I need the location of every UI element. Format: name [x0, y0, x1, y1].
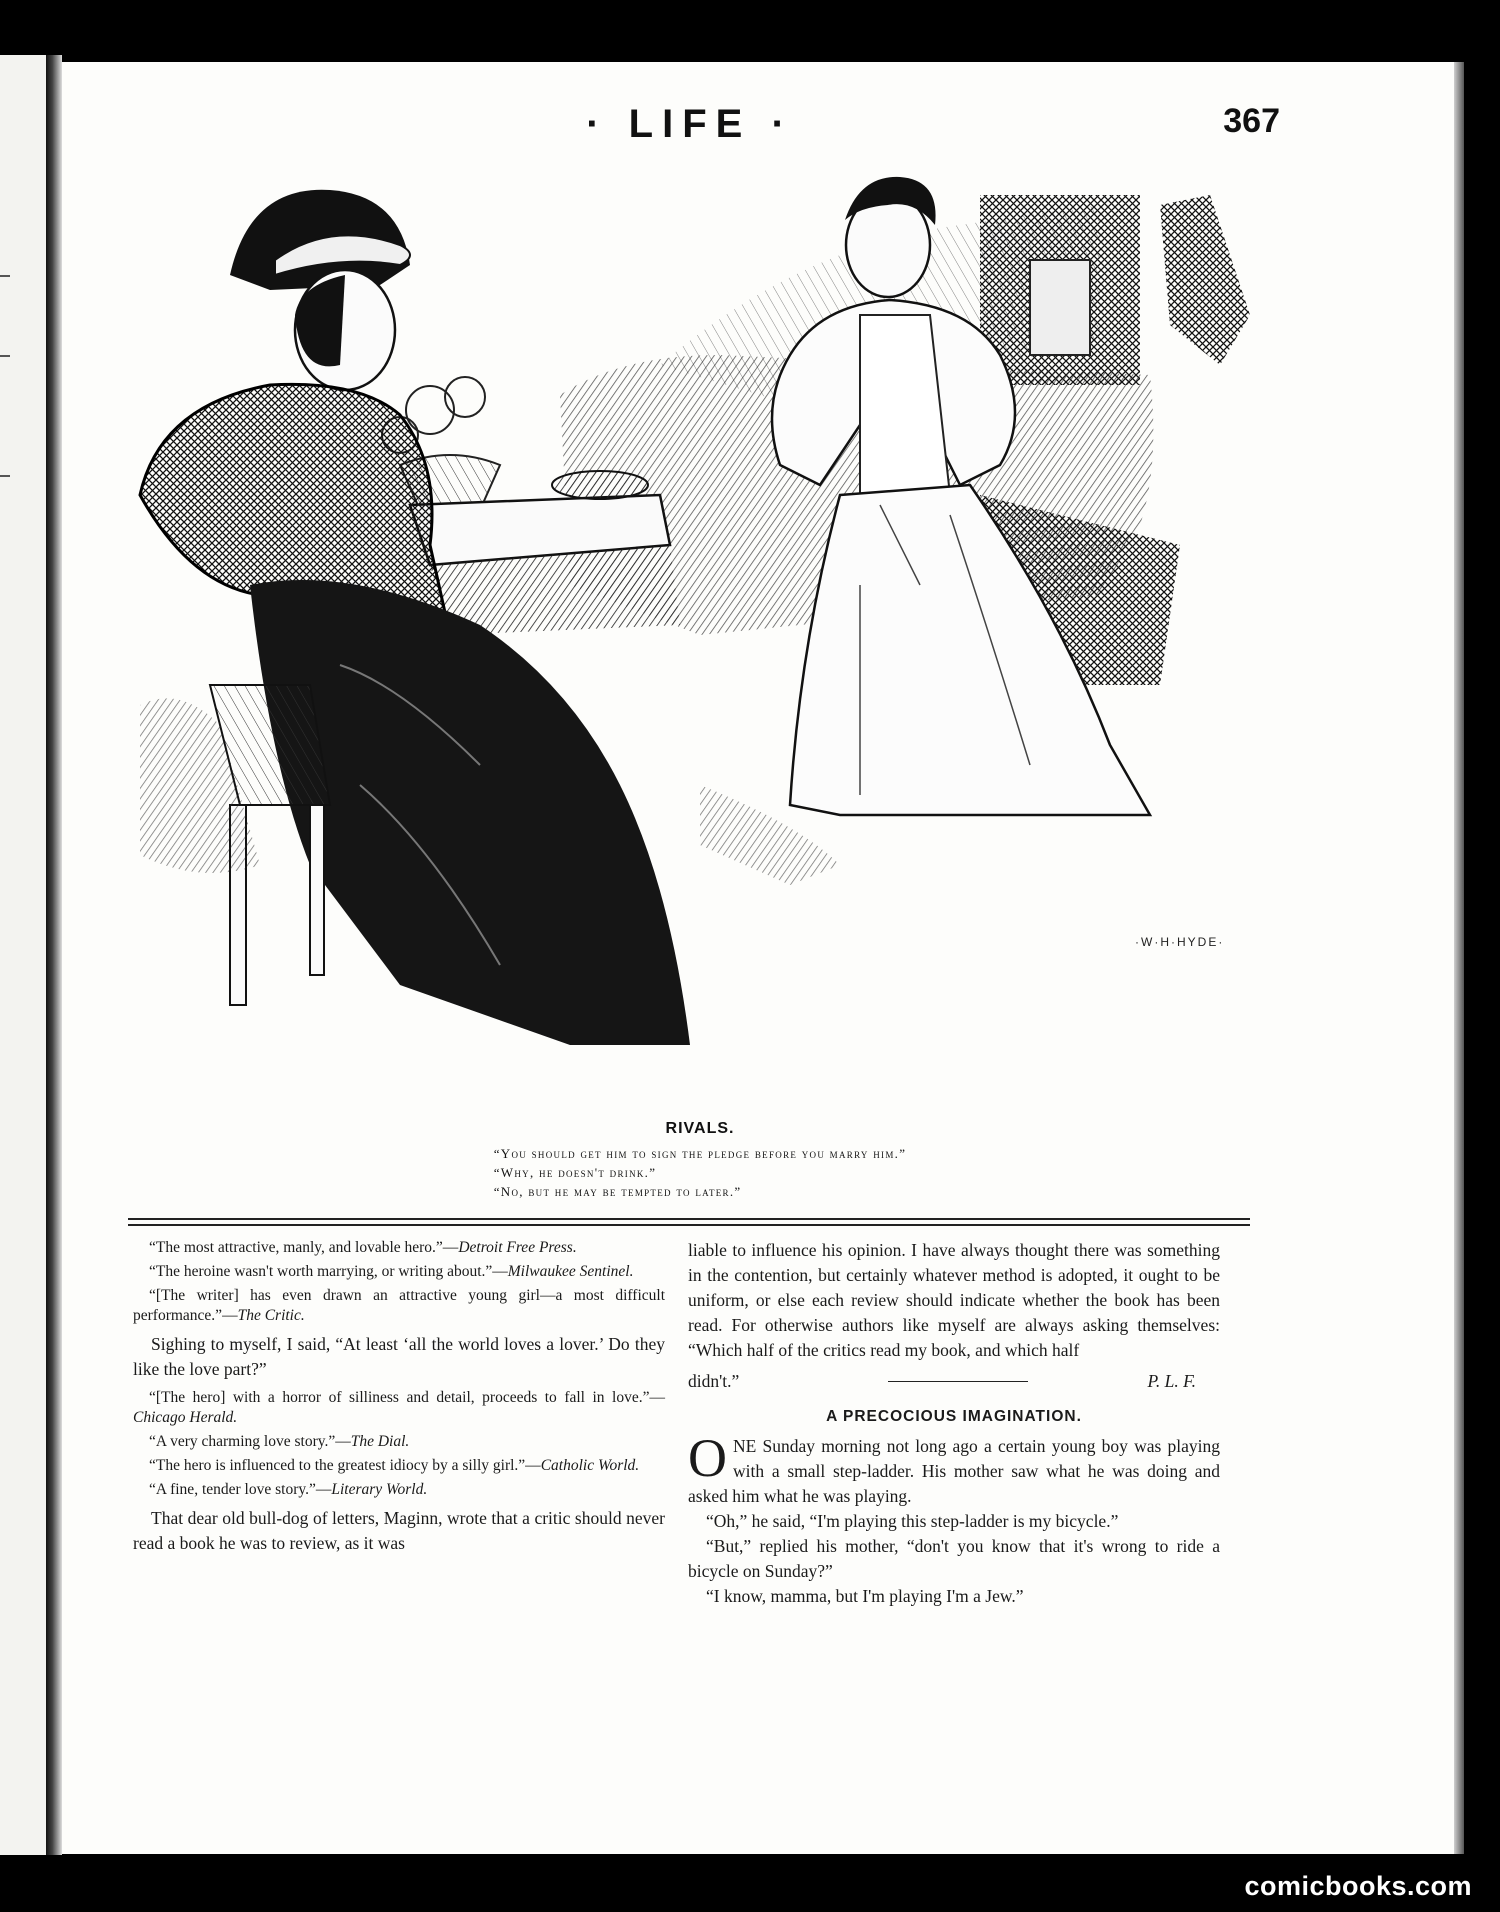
caption-line: “Why, he doesn't drink.”	[493, 1165, 657, 1180]
article-heading: A PRECOCIOUS IMAGINATION.	[826, 1408, 1082, 1425]
review-quote: “The heroine wasn't worth marrying, or writing about.”—Milwaukee Sentinel.	[149, 1263, 634, 1280]
text-column-right	[688, 1238, 1220, 1609]
caption-dialogue	[494, 1144, 907, 1201]
left-page-mark	[0, 275, 10, 277]
left-page-mark	[0, 355, 10, 357]
left-page-mark	[0, 475, 10, 477]
page-number: 367	[1223, 102, 1280, 140]
dialogue-line: “Oh,” he said, “I'm playing this step-ladder is my bicycle.”	[706, 1511, 1119, 1531]
jar	[1030, 260, 1090, 355]
last-word: didn't.”	[688, 1371, 740, 1391]
review-quote: “The most attractive, manly, and lovable hero.”—Detroit Free Press.	[149, 1239, 577, 1256]
body-paragraph: NE Sunday morning not long ago a certain young boy was playing with a small step-ladder. His mother saw what he was doing and asked him what he was playing.	[688, 1436, 1220, 1506]
caption-line: “You should get him to sign the pledge before you marry him.”	[493, 1146, 907, 1161]
review-quote: “[The hero] with a horror of silliness and detail, proceeds to fall in love.”—Chicago Herald.	[133, 1389, 665, 1426]
signature-rule	[888, 1381, 1028, 1383]
text-column-left	[133, 1238, 665, 1562]
drop-cap: O	[688, 1428, 727, 1488]
dialogue-line: “I know, mamma, but I'm playing I'm a Jew.”	[706, 1586, 1024, 1606]
bowl	[552, 471, 648, 499]
body-paragraph: Sighing to myself, I said, “At least ‘all the world loves a lover.’ Do they like the love part?”	[133, 1334, 665, 1379]
cartoon-caption	[250, 1120, 1150, 1201]
cartoon-illustration	[100, 165, 1280, 1085]
divider-rule	[128, 1218, 1250, 1220]
left-page-edge	[0, 55, 46, 1855]
curtain-right	[1160, 195, 1250, 365]
site-watermark: comicbooks.com	[1244, 1871, 1472, 1901]
review-quote: “[The writer] has even drawn an attractive young girl—a most difficult performance.”—The Critic.	[133, 1287, 665, 1324]
dialogue-line: “But,” replied his mother, “don't you know that it's wrong to ride a bicycle on Sunday?”	[688, 1536, 1220, 1581]
divider-rule	[128, 1224, 1250, 1226]
review-quote: “A very charming love story.”—The Dial.	[149, 1433, 410, 1450]
page-gutter-shadow	[46, 55, 62, 1855]
body-paragraph: That dear old bull-dog of letters, Maginn, wrote that a critic should never read a book he was to review, as it was	[133, 1508, 665, 1553]
artist-signature: ·W·H·HYDE·	[1135, 935, 1225, 949]
review-quote: “The hero is influenced to the greatest idiocy by a silly girl.”—Catholic World.	[149, 1457, 640, 1474]
body-paragraph: liable to influence his opinion. I have always thought there was something in the contention, but certainly whatever method is adopted, it ought to be uniform, or else each review should indicate whether the book has been read. For otherwise authors like myself are always asking themselves: “Which half of the critics read my book, and which half	[688, 1240, 1220, 1360]
masthead-title: · LIFE ·	[586, 102, 794, 146]
caption-line: “No, but he may be tempted to later.”	[493, 1184, 742, 1199]
page-edge	[1454, 62, 1464, 1854]
author-signature: P. L. F.	[1147, 1371, 1196, 1391]
review-quote: “A fine, tender love story.”—Literary World.	[149, 1481, 428, 1498]
signature-row	[688, 1369, 1220, 1394]
flowers	[406, 386, 454, 434]
caption-title: RIVALS.	[665, 1120, 735, 1137]
